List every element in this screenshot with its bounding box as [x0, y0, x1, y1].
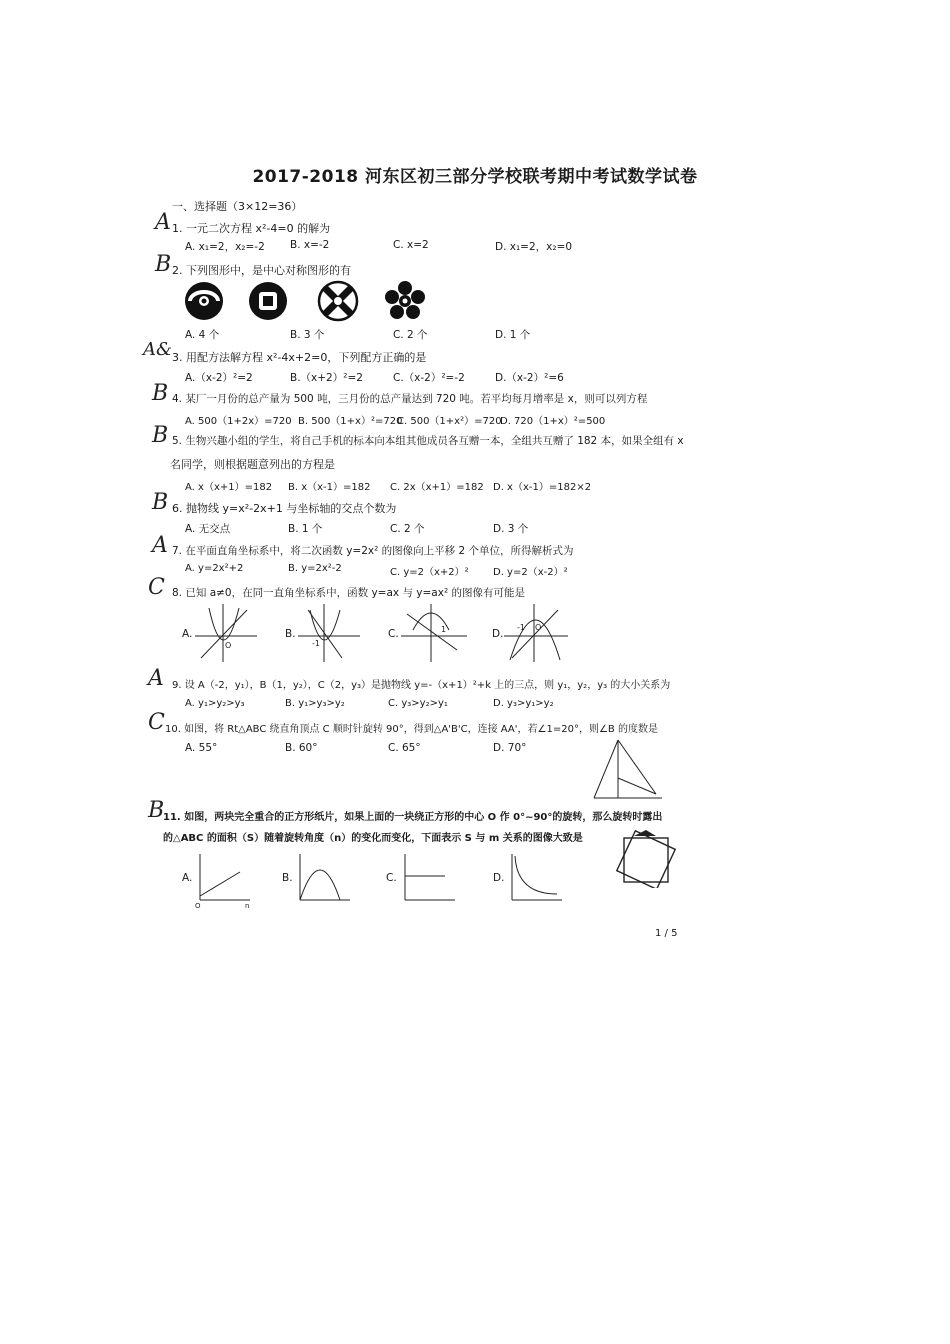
option-c: C.（x-2）²=-2 — [393, 372, 465, 384]
handwritten-answer-mark: A — [155, 210, 171, 235]
neg-one-label: -1 — [517, 623, 525, 632]
question-text: 6. 抛物线 y=x²-2x+1 与坐标轴的交点个数为 — [172, 502, 397, 515]
option-b: B. 60° — [285, 742, 318, 754]
option-a: A. x₁=2，x₂=-2 — [185, 241, 265, 253]
option-a: A. 4 个 — [185, 329, 220, 341]
triangle-figure — [590, 738, 670, 802]
option-c: C. 65° — [388, 742, 421, 754]
option-a: A. 55° — [185, 742, 218, 754]
graph-option-c — [401, 604, 467, 662]
axis-n-label: n — [245, 902, 250, 910]
symbol-figures — [180, 280, 430, 324]
option-b: B. 500（1+x）²=720 — [298, 416, 403, 427]
question-text: 3. 用配方法解方程 x²-4x+2=0，下列配方正确的是 — [172, 351, 427, 364]
option-b: B. y₁>y₃>y₂ — [285, 698, 345, 709]
option-a: A. y=2x²+2 — [185, 563, 244, 574]
q11-graph-options — [195, 850, 565, 910]
option-d: D. — [493, 872, 505, 884]
handwritten-answer-mark: C — [148, 710, 165, 735]
question-text: 9. 设 A（-2，y₁），B（1，y₂），C（2，y₃）是抛物线 y=-（x+1）²+k 上的三点，则 y₁，y₂，y₃ 的大小关系为 — [172, 680, 671, 691]
handwritten-answer-mark: B — [152, 423, 169, 448]
option-d: D. y₃>y₁>y₂ — [493, 698, 554, 709]
graph-option-d — [504, 604, 568, 662]
option-a: A. 500（1+2x）=720 — [185, 416, 292, 427]
option-b: B. x（x-1）=182 — [288, 482, 371, 493]
question-text: 11. 如图，两块完全重合的正方形纸片，如果上面的一块绕正方形的中心 O 作 0°~90°的旋转，那么旋转时露出 — [163, 812, 663, 823]
origin-label: O — [225, 641, 232, 650]
option-d: D. 1 个 — [495, 329, 531, 341]
option-d: D. 720（1+x）²=500 — [500, 416, 606, 427]
option-d: D. — [492, 628, 504, 640]
question-text-continued: 的△ABC 的面积（S）随着旋转角度（n）的变化而变化，下面表示 S 与 m 关系的图像大致是 — [163, 833, 583, 844]
graph-option-a — [200, 854, 250, 900]
page-title: 2017-2018 河东区初三部分学校联考期中考试数学试卷 — [252, 167, 698, 187]
flower-figure-icon — [385, 281, 425, 319]
option-c: C. — [388, 628, 399, 640]
handwritten-answer-mark: B — [152, 381, 169, 406]
option-b: B. x=-2 — [290, 239, 330, 251]
option-b: B.（x+2）²=2 — [290, 372, 363, 384]
option-c: C. 2 个 — [393, 329, 428, 341]
question-text: 1. 一元二次方程 x²-4=0 的解为 — [172, 222, 331, 235]
option-d: D. y=2（x-2）² — [493, 567, 568, 578]
option-a: A. — [182, 628, 193, 640]
swirl-figure-icon — [185, 282, 223, 320]
origin-label: O — [535, 623, 542, 632]
option-d: D. 70° — [493, 742, 527, 754]
handwritten-answer-mark: C — [148, 575, 165, 600]
graph-option-c — [405, 854, 455, 900]
handwritten-answer-mark: B — [155, 252, 172, 277]
option-c: C. x=2 — [393, 239, 429, 251]
section-heading: 一、选择题（3×12=36） — [172, 200, 303, 213]
q8-graph-options — [195, 600, 575, 664]
question-text: 5. 生物兴趣小组的学生，将自己手机的标本向本组其他成员各互赠一本，全组共互赠了 182 本，如果全组有 x — [172, 435, 684, 447]
one-label: 1 — [441, 625, 447, 634]
question-text: 8. 已知 a≠0，在同一直角坐标系中，函数 y=ax 与 y=ax² 的图像有可能是 — [172, 587, 525, 599]
option-b: B. y=2x²-2 — [288, 563, 342, 574]
neg-one-label: -1 — [312, 639, 320, 648]
option-a: A. x（x+1）=182 — [185, 482, 273, 493]
option-d: D. x₁=2，x₂=0 — [495, 241, 573, 253]
graph-option-a — [195, 604, 257, 662]
origin-label: O — [195, 902, 201, 910]
option-b: B. — [285, 628, 296, 640]
page-number: 1 / 5 — [655, 928, 678, 939]
option-a: A. — [182, 872, 193, 884]
handwritten-answer-mark: B — [152, 490, 169, 515]
handwritten-answer-mark: A — [152, 533, 168, 558]
option-a: A. 无交点 — [185, 523, 231, 535]
handwritten-answer-mark: A — [148, 666, 164, 691]
option-a: A.（x-2）²=2 — [185, 372, 253, 384]
option-d: D. 3 个 — [493, 523, 529, 535]
square-in-circle-icon — [249, 282, 287, 320]
question-text: 10. 如图，将 Rt△ABC 绕直角顶点 C 顺时针旋转 90°，得到△A'B'C，连接 AA'，若∠1=20°，则∠B 的度数是 — [165, 724, 658, 735]
option-d: D. x（x-1）=182×2 — [493, 482, 592, 493]
option-c: C. — [386, 872, 397, 884]
question-text: 2. 下列图形中，是中心对称图形的有 — [172, 264, 351, 277]
option-b: B. 1 个 — [288, 523, 323, 535]
option-b: B. — [282, 872, 293, 884]
graph-option-b — [300, 854, 350, 900]
option-b: B. 3 个 — [290, 329, 325, 341]
handwritten-answer-mark: B — [148, 798, 165, 823]
option-c: C. 500（1+x²）=720 — [397, 416, 502, 427]
option-c: C. y₃>y₂>y₁ — [388, 698, 448, 709]
rotated-squares-figure — [612, 826, 682, 888]
option-c: C. 2x（x+1）=182 — [390, 482, 484, 493]
option-d: D.（x-2）²=6 — [495, 372, 564, 384]
handwritten-answer-mark: A& — [143, 339, 173, 360]
question-text-continued: 名同学，则根据题意列出的方程是 — [170, 458, 335, 471]
graph-option-b — [298, 604, 360, 662]
option-c: C. y=2（x+2）² — [390, 567, 469, 578]
question-text: 7. 在平面直角坐标系中，将二次函数 y=2x² 的图像向上平移 2 个单位，所得解析式为 — [172, 545, 574, 557]
question-text: 4. 某厂一月份的总产量为 500 吨，三月份的总产量达到 720 吨。若平均每月增率是 x，则可以列方程 — [172, 393, 648, 405]
graph-option-d — [512, 854, 562, 900]
option-c: C. 2 个 — [390, 523, 425, 535]
x-cross-figure-icon — [319, 282, 357, 320]
option-a: A. y₁>y₂>y₃ — [185, 698, 245, 709]
